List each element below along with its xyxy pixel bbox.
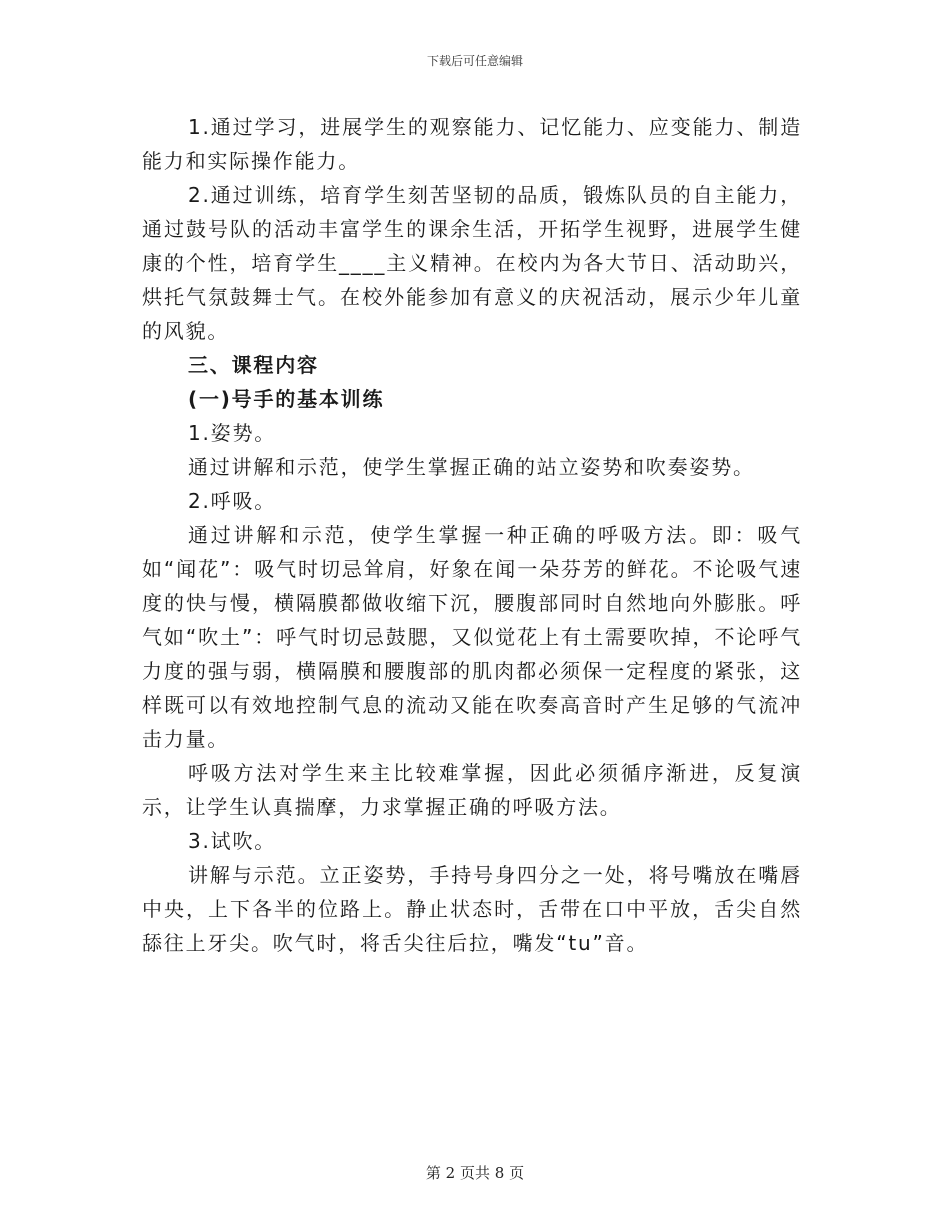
paragraph-breathing-practice: 呼吸方法对学生来主比较难掌握，因此必须循序渐进，反复演示，让学生认真揣摩，力求掌握正确的呼吸方法。 <box>142 761 802 819</box>
paragraph-posture: 通过讲解和示范，使学生掌握正确的站立姿势和吹奏姿势。 <box>188 455 755 479</box>
paragraph-goal-2: 2.通过训练，培育学生刻苦坚韧的品质，锻炼队员的自主能力，通过鼓号队的活动丰富学生的课余生活，开拓学生视野，进展学生健康的个性，培育学生____主义精神。在校内为各大节日、活动助兴，烘托气氛鼓舞士气。在校外能参加有意义的庆祝活动，展示少年儿童的风貌。 <box>142 183 802 343</box>
paragraph-breathing: 通过讲解和示范，使学生掌握一种正确的呼吸方法。即：吸气如“闻花”：吸气时切忌耸肩，好象在闻一朵芬芳的鲜花。不论吸气速度的快与慢，横隔膜都做收缩下沉，腰腹部同时自然地向外膨胀。呼气如“吹土”：呼气时切忌鼓腮，又似觉花上有土需要吹掉，不论呼气力度的强与弱，横隔膜和腰腹部的肌肉都必须保一定程度的紧张，这样既可以有效地控制气息的流动又能在吹奏高音时产生足够的气流冲击力量。 <box>142 523 802 751</box>
subsection-heading-bugler-training: (一)号手的基本训练 <box>188 387 385 411</box>
item-breathing: 2.呼吸。 <box>188 489 277 513</box>
item-posture: 1.姿势。 <box>188 421 277 445</box>
item-trial-blowing: 3.试吹。 <box>188 829 277 853</box>
page-header: 下载后可任意编辑 <box>426 54 523 68</box>
paragraph-trial-blowing: 讲解与示范。立正姿势，手持号身四分之一处，将号嘴放在嘴唇中央，上下各半的位路上。静止状态时，舌带在口中平放，舌尖自然舔往上牙尖。吹气时，将舌尖往后拉，嘴发“tu”音。 <box>142 863 802 955</box>
paragraph-goal-1: 1.通过学习，进展学生的观察能力、记忆能力、应变能力、制造能力和实际操作能力。 <box>142 115 802 173</box>
page-footer: 第 2 页共 8 页 <box>425 1164 525 1182</box>
page-content <box>142 110 802 960</box>
section-heading-course-content: 三、课程内容 <box>188 353 319 377</box>
